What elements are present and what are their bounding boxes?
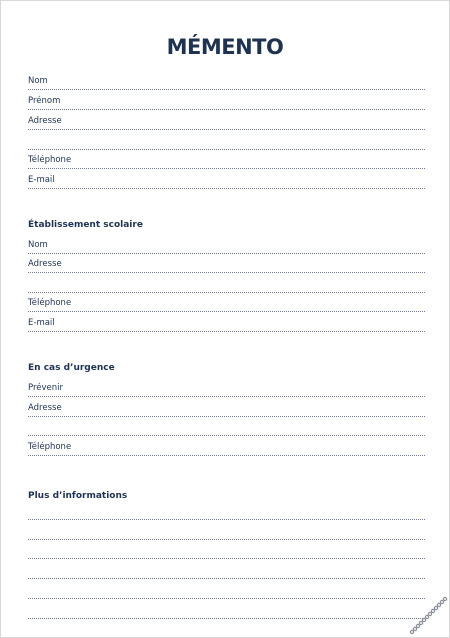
school-name-line: [28, 253, 425, 254]
spiral-binding-icon: [408, 596, 448, 636]
address-label: Adresse: [28, 116, 62, 126]
school-phone-line: [28, 311, 425, 312]
more-info-line-4: [28, 578, 425, 579]
emergency-phone-label: Téléphone: [28, 442, 72, 452]
name-label: Nom: [28, 76, 48, 86]
emergency-notify-label: Prévenir: [28, 383, 64, 393]
more-info-line-6: [28, 618, 425, 619]
firstname-label: Prénom: [28, 96, 61, 106]
more-info-line-1: [28, 519, 425, 520]
address-line-2: [28, 149, 425, 150]
school-address-line-2: [28, 292, 425, 293]
school-email-label: E-mail: [28, 318, 55, 328]
emergency-address-label: Adresse: [28, 403, 62, 413]
phone-label: Téléphone: [28, 155, 72, 165]
emergency-phone-line: [28, 455, 425, 456]
more-info-heading: Plus d’informations: [28, 491, 128, 501]
email-label: E-mail: [28, 175, 55, 185]
school-heading: Établissement scolaire: [28, 220, 143, 230]
emergency-heading: En cas d’urgence: [28, 363, 115, 373]
address-line-1: [28, 129, 425, 130]
phone-line: [28, 168, 425, 169]
more-info-line-5: [28, 598, 425, 599]
name-line: [28, 89, 425, 90]
school-address-line-1: [28, 272, 425, 273]
school-phone-label: Téléphone: [28, 298, 72, 308]
page-title: MÉMENTO: [166, 35, 284, 59]
emergency-address-line-1: [28, 416, 425, 417]
school-address-label: Adresse: [28, 259, 62, 269]
emergency-notify-line: [28, 396, 425, 397]
email-line: [28, 188, 425, 189]
school-email-line: [28, 331, 425, 332]
firstname-line: [28, 109, 425, 110]
emergency-address-line-2: [28, 435, 425, 436]
more-info-line-3: [28, 558, 425, 559]
school-name-label: Nom: [28, 240, 48, 250]
more-info-line-2: [28, 539, 425, 540]
